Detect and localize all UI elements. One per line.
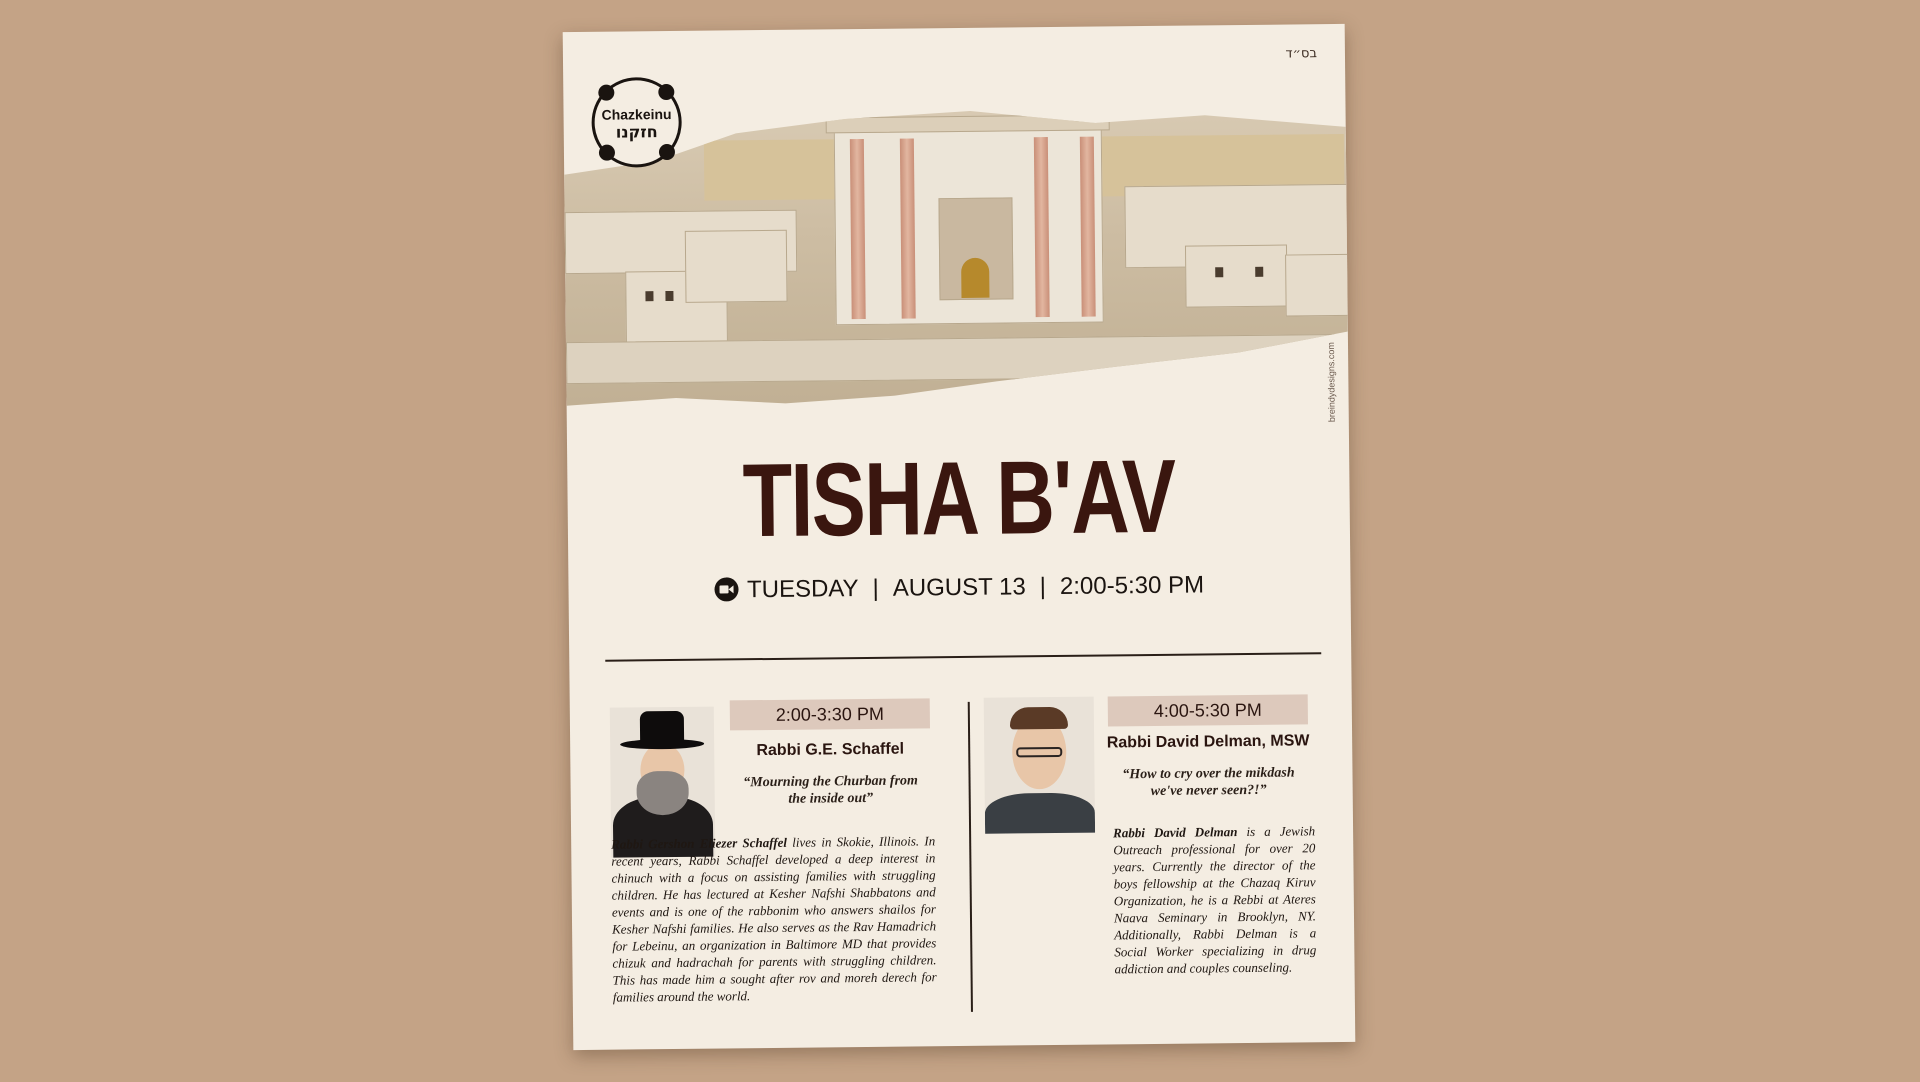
logo-dot (599, 145, 615, 161)
speaker-photo-delman (984, 697, 1095, 834)
temple-window (645, 291, 653, 301)
video-camera-icon (715, 577, 739, 601)
temple-column (900, 138, 916, 318)
temple-column (850, 139, 866, 319)
logo-text-english: Chazkeinu (601, 105, 672, 123)
bio-text: is a Jewish Outreach professional for over 20 years. Currently the director of the boys fellowship at the Chazaq Kiruv Organization, he is a Rebbi at Ateres Naava Seminary in Brooklyn, NY. Additionally, Rabbi Delman is a Social Worker specializing in drug addiction and couples counseling. (1113, 823, 1317, 977)
bio-text: lives in Skokie, Illinois. In recent years, Rabbi Schaffel developed a deep interest in chinuch with a focus on assisting families with struggling children. He has lectured at Kesher Nafshi Shabbatons and events and is one of the rabbonim who answers shailos for Kesher Nafshi families. He also serves as the Rav Hamadrich for Lebeinu, an organization in Baltimore MD that provides chizuk and hadrachah for parents with struggling children. This has made him a sought after rov and moreh derech for families around the world. (611, 833, 937, 1005)
speaker-bio (1113, 822, 1317, 977)
event-time: 2:00-5:30 PM (1059, 571, 1205, 600)
chazkeinu-logo (591, 77, 682, 168)
logo-dot (658, 84, 674, 100)
event-date: AUGUST 13 (892, 573, 1026, 602)
bio-lead: Rabbi David Delman (1113, 824, 1238, 841)
designer-credit: breindydesigns.com (1325, 342, 1337, 423)
event-day: TUESDAY (746, 575, 859, 604)
speaker-name: Rabbi David Delman, MSW (1106, 732, 1310, 752)
temple-building (1285, 254, 1350, 317)
temple-column (1034, 137, 1050, 317)
hat-brim (620, 739, 704, 750)
event-date-row (568, 570, 1350, 606)
bsd-mark: בס״ד (1285, 46, 1318, 62)
temple-building (685, 230, 788, 303)
temple-golden-door (961, 258, 989, 298)
temple-roof (826, 114, 1110, 133)
separator: | (1039, 573, 1047, 601)
logo-dot (598, 85, 614, 101)
temple-column (1080, 137, 1096, 317)
speaker-name: Rabbi G.E. Schaffel (756, 740, 905, 760)
divider-horizontal (605, 652, 1321, 661)
session-time-badge: 2:00-3:30 PM (730, 698, 930, 730)
temple-window (665, 291, 673, 301)
flyer (563, 24, 1356, 1050)
temple-window (1215, 267, 1223, 277)
temple-wall (566, 334, 1350, 384)
divider-vertical (968, 702, 973, 1012)
session-quote: “Mourning the Churban from the inside out” (743, 773, 918, 807)
logo-text-hebrew: חזקנו (615, 122, 658, 142)
hair-shape (1010, 707, 1068, 730)
separator: | (872, 574, 879, 602)
speaker-bio (611, 832, 937, 1005)
shirt-shape (985, 793, 1095, 834)
temple-building (1185, 245, 1288, 308)
session-time-badge: 4:00-5:30 PM (1108, 694, 1308, 726)
page-title: TISHA B'AV (742, 438, 1176, 560)
bio-lead: Rabbi Gershon Eliezer Schaffel (611, 834, 788, 852)
temple-window (1255, 267, 1263, 277)
temple-image (563, 94, 1348, 432)
glasses-shape (1016, 747, 1062, 757)
logo-dot (659, 144, 675, 160)
session-quote: “How to cry over the mikdash we've never seen?!” (1122, 765, 1295, 800)
